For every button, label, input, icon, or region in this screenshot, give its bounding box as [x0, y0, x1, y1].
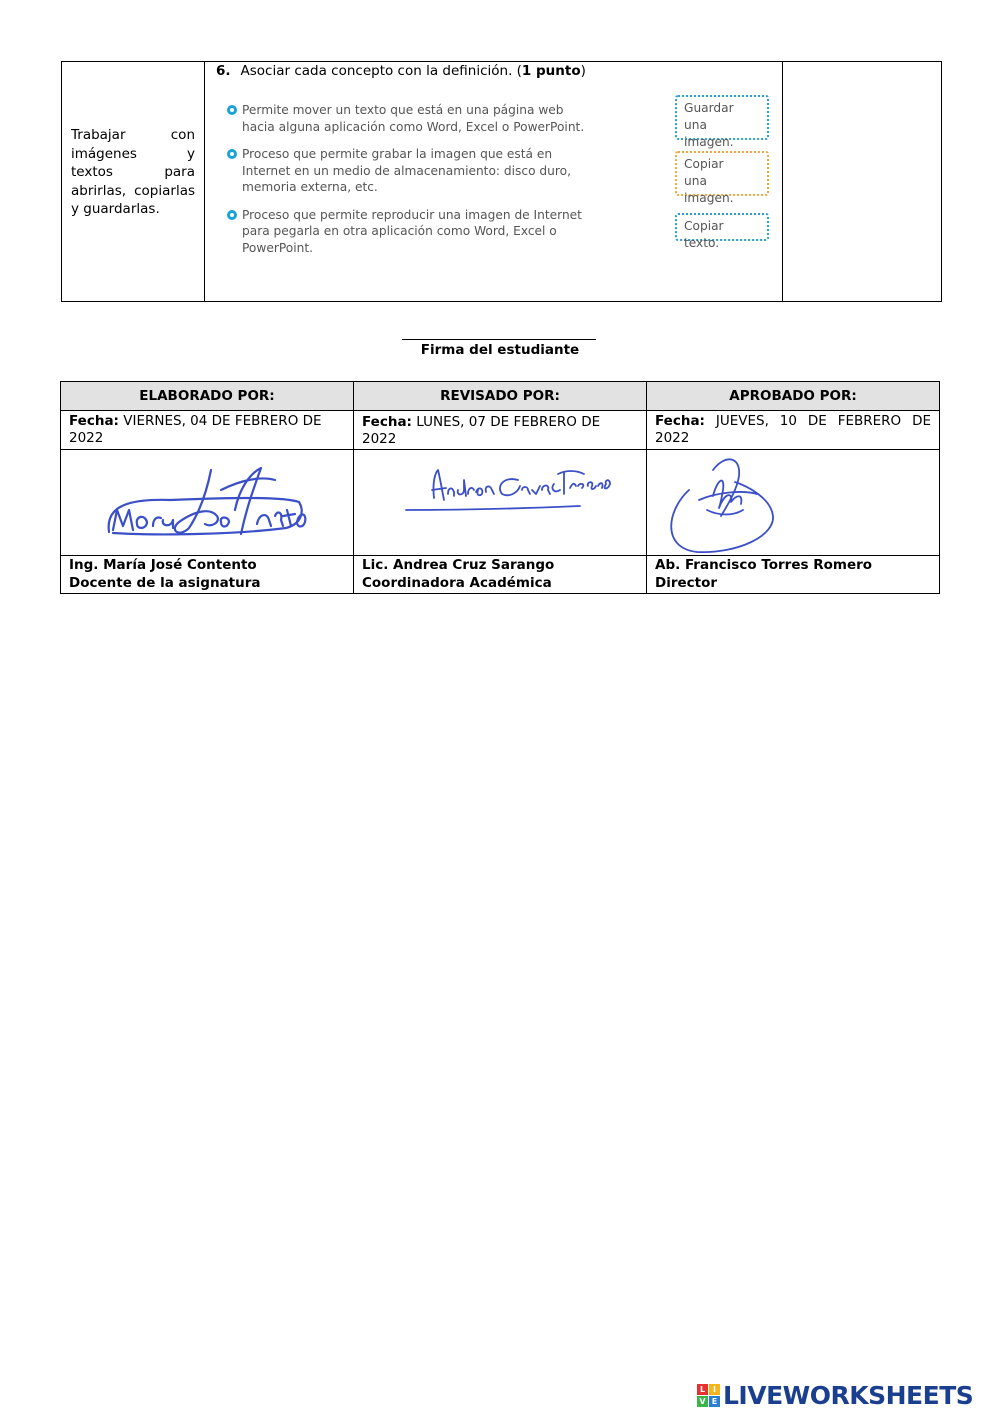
- question-title: [216, 63, 586, 79]
- date-value: LUNES, 07 DE FEBRERO DE 2022: [362, 414, 601, 447]
- definition-text: Proceso que permite grabar la imagen que está en Internet en un medio de almacenamiento: disco duro, memoria externa, etc.: [242, 147, 571, 194]
- date-elaborado: [61, 411, 354, 450]
- skill-text: Trabajar con imágenes y textos para abrirlas, copiarlas y guardarlas.: [71, 127, 195, 217]
- signature-contento: [61, 450, 354, 556]
- header-revisado: REVISADO POR:: [354, 382, 647, 411]
- student-signature-line: [402, 339, 596, 340]
- signature-cell-elaborado: [61, 450, 354, 556]
- signer-aprobado: [647, 556, 940, 594]
- concept-line: una imagen.: [684, 118, 734, 149]
- student-signature-label: Firma del estudiante: [420, 342, 580, 358]
- logo-mark-icon: [697, 1384, 720, 1407]
- question-points: 1 punto: [521, 63, 581, 79]
- signature-torres: [647, 450, 940, 556]
- definition-item[interactable]: [225, 102, 595, 135]
- logo-square: E: [709, 1396, 720, 1407]
- header-aprobado: APROBADO POR:: [647, 382, 940, 411]
- concept-line: Copiar texto.: [684, 219, 724, 250]
- concept-line: Copiar: [684, 157, 724, 171]
- bullet-icon: [227, 105, 237, 115]
- logo-text: LIVEWORKSHEETS: [723, 1380, 974, 1410]
- approval-table: [60, 381, 940, 594]
- bullet-icon: [227, 210, 237, 220]
- signer-name: Lic. Andrea Cruz Sarango: [362, 557, 555, 573]
- signature-cruz: [354, 450, 647, 556]
- concept-line: Guardar: [684, 101, 734, 115]
- signer-name: Ab. Francisco Torres Romero: [655, 557, 873, 573]
- date-label: Fecha:: [362, 414, 412, 430]
- date-aprobado: [647, 411, 940, 450]
- logo-square: L: [697, 1384, 708, 1395]
- definition-item[interactable]: [225, 207, 595, 257]
- definition-text: Permite mover un texto que está en una página web hacia alguna aplicación como Word, Excel o PowerPoint.: [242, 103, 585, 134]
- signature-cell-aprobado: [647, 450, 940, 556]
- logo-square: I: [709, 1384, 720, 1395]
- signer-role: Director: [655, 574, 718, 591]
- logo-square: V: [697, 1396, 708, 1407]
- concept-box-copiar-imagen[interactable]: [675, 151, 769, 205]
- question-cell: [205, 62, 783, 301]
- date-label: Fecha:: [69, 413, 119, 429]
- definition-list: [225, 102, 595, 267]
- date-value: VIERNES, 04 DE FEBRERO DE 2022: [69, 413, 322, 446]
- definition-item[interactable]: [225, 146, 595, 196]
- signer-revisado: [354, 556, 647, 594]
- definition-text: Proceso que permite reproducir una imagen de Internet para pegarla en otra aplicación como Word, Excel o PowerPoint.: [242, 207, 582, 255]
- header-elaborado: ELABORADO POR:: [61, 382, 354, 411]
- signature-cell-revisado: [354, 450, 647, 556]
- signer-name: Ing. María José Contento: [69, 557, 257, 573]
- question-number: 6.: [216, 63, 231, 79]
- signer-elaborado: [61, 556, 354, 594]
- concept-line: una imagen.: [684, 174, 734, 205]
- question-text: Asociar cada concepto con la definición. (: [240, 63, 522, 79]
- signer-role: Coordinadora Académica: [362, 574, 552, 591]
- bullet-icon: [227, 149, 237, 159]
- date-revisado: [354, 411, 647, 450]
- liveworksheets-logo[interactable]: [697, 1380, 973, 1410]
- activity-table: [61, 61, 942, 302]
- concept-box-copiar-texto[interactable]: [675, 213, 769, 250]
- score-cell: [783, 62, 941, 301]
- skill-cell: [62, 62, 205, 301]
- question-text-end: ): [580, 63, 586, 79]
- date-label: Fecha:: [655, 413, 705, 429]
- concept-box-guardar-imagen[interactable]: [675, 95, 769, 149]
- date-value: JUEVES, 10 DE FEBRERO DE 2022: [655, 413, 931, 446]
- signer-role: Docente de la asignatura: [69, 574, 261, 591]
